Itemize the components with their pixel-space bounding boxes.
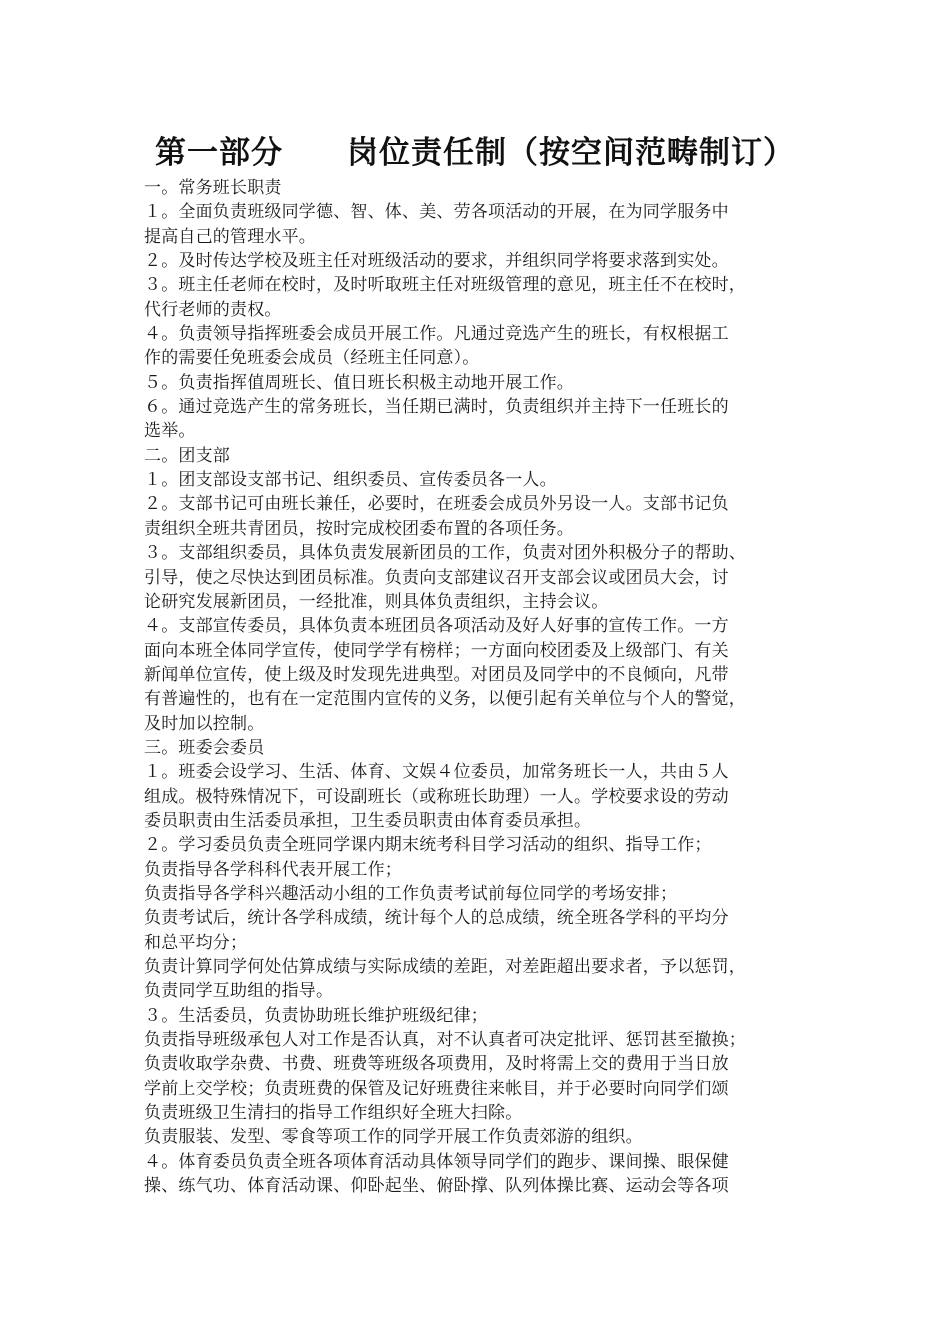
text-line: 新闻单位宣传，使上级及时发现先进典型。对团员及同学中的不良倾向，凡带 bbox=[144, 664, 729, 685]
text-line: 负责服装、发型、零食等项工作的同学开展工作负责郊游的组织。 bbox=[144, 1127, 643, 1148]
document-title: 第一部分 岗位责任制（按空间范畴制订） bbox=[155, 135, 795, 171]
text-line: 学前上交学校；负责班费的保管及记好班费往来帐目，并于必要时向同学们颂 bbox=[144, 1078, 729, 1099]
text-line: 论研究发展新团员，一经批准，则具体负责组织，主持会议。 bbox=[144, 591, 609, 612]
text-line: ２。支部书记可由班长兼任，必要时，在班委会成员外另设一人。支部书记负 bbox=[144, 494, 729, 515]
text-line: ４。体育委员负责全班各项体育活动具体领导同学们的跑步、课间操、眼保健 bbox=[144, 1151, 729, 1172]
text-line: ２。学习委员负责全班同学课内期末统考科目学习活动的组织、指导工作； bbox=[144, 835, 712, 856]
text-line: ３。班主任老师在校时，及时听取班主任对班级管理的意见，班主任不在校时， bbox=[144, 275, 746, 296]
text-line: 责组织全班共青团员，按时完成校团委布置的各项任务。 bbox=[144, 518, 574, 539]
text-line: ６。通过竞选产生的常务班长，当任期已满时，负责组织并主持下一任班长的 bbox=[144, 397, 729, 418]
text-line: 负责班级卫生清扫的指导工作组织好全班大扫除。 bbox=[144, 1103, 523, 1124]
text-line: 二。团支部 bbox=[144, 445, 230, 466]
text-line: ４。支部宣传委员，具体负责本班团员各项活动及好人好事的宣传工作。一方 bbox=[144, 616, 729, 637]
text-line: 三。班委会委员 bbox=[144, 737, 265, 758]
text-line: １。班委会设学习、生活、体育、文娱４位委员，加常务班长一人，共由５人 bbox=[144, 762, 729, 783]
text-line: 负责指导各学科兴趣活动小组的工作负责考试前每位同学的考场安排； bbox=[144, 883, 678, 904]
text-line: ５。负责指挥值周班长、值日班长积极主动地开展工作。 bbox=[144, 372, 574, 393]
text-line: 负责指导班级承包人对工作是否认真，对不认真者可决定批评、惩罚甚至撤换； bbox=[144, 1030, 746, 1051]
text-line: ２。及时传达学校及班主任对班级活动的要求，并组织同学将要求落到实处。 bbox=[144, 251, 729, 272]
text-line: １。团支部设支部书记、组织委员、宣传委员各一人。 bbox=[144, 470, 557, 491]
text-line: 负责计算同学何处估算成绩与实际成绩的差距，对差距超出要求者，予以惩罚， bbox=[144, 957, 746, 977]
text-line: 提高自己的管理水平。 bbox=[144, 226, 316, 247]
text-line: 负责指导各学科科代表开展工作； bbox=[144, 859, 402, 880]
document-body bbox=[144, 176, 824, 1198]
text-line: 和总平均分； bbox=[144, 932, 248, 953]
text-line: 及时加以控制。 bbox=[144, 713, 265, 734]
text-line: 面向本班全体同学宣传，使同学学有榜样；一方面向校团委及上级部门、有关 bbox=[144, 640, 729, 661]
text-line: 引导，使之尽快达到团员标准。负责向支部建议召开支部会议或团员大会，讨 bbox=[144, 567, 729, 588]
text-line: 组成。极特殊情况下，可设副班长（或称班长助理）一人。学校要求设的劳动 bbox=[144, 786, 729, 807]
text-line: 一。常务班长职责 bbox=[144, 178, 282, 198]
text-line: 作的需要任免班委会成员（经班主任同意）。 bbox=[144, 348, 480, 369]
text-line: 操、练气功、体育活动课、仰卧起坐、俯卧撑、队列体操比赛、运动会等各项 bbox=[144, 1176, 729, 1197]
text-line: １。全面负责班级同学德、智、体、美、劳各项活动的开展，在为同学服务中 bbox=[144, 202, 729, 223]
text-line: ３。支部组织委员，具体负责发展新团员的工作，负责对团外积极分子的帮助、 bbox=[144, 543, 746, 564]
text-line: 代行老师的责权。 bbox=[144, 299, 282, 320]
text-line: ３。生活委员，负责协助班长维护班级纪律； bbox=[144, 1005, 488, 1026]
text-line: 选举。 bbox=[144, 421, 196, 442]
text-line: 委员职责由生活委员承担，卫生委员职责由体育委员承担。 bbox=[144, 810, 592, 831]
text-line: 有普遍性的，也有在一定范围内宣传的义务，以便引起有关单位与个人的警觉， bbox=[144, 689, 746, 710]
text-line: 负责考试后，统计各学科成绩，统计每个人的总成绩，统全班各学科的平均分 bbox=[144, 908, 729, 929]
text-line: 负责收取学杂费、书费、班费等班级各项费用，及时将需上交的费用于当日放 bbox=[144, 1054, 729, 1075]
text-line: ４。负责领导指挥班委会成员开展工作。凡通过竞选产生的班长，有权根据工 bbox=[144, 324, 729, 345]
text-line: 负责同学互助组的指导。 bbox=[144, 981, 334, 1002]
